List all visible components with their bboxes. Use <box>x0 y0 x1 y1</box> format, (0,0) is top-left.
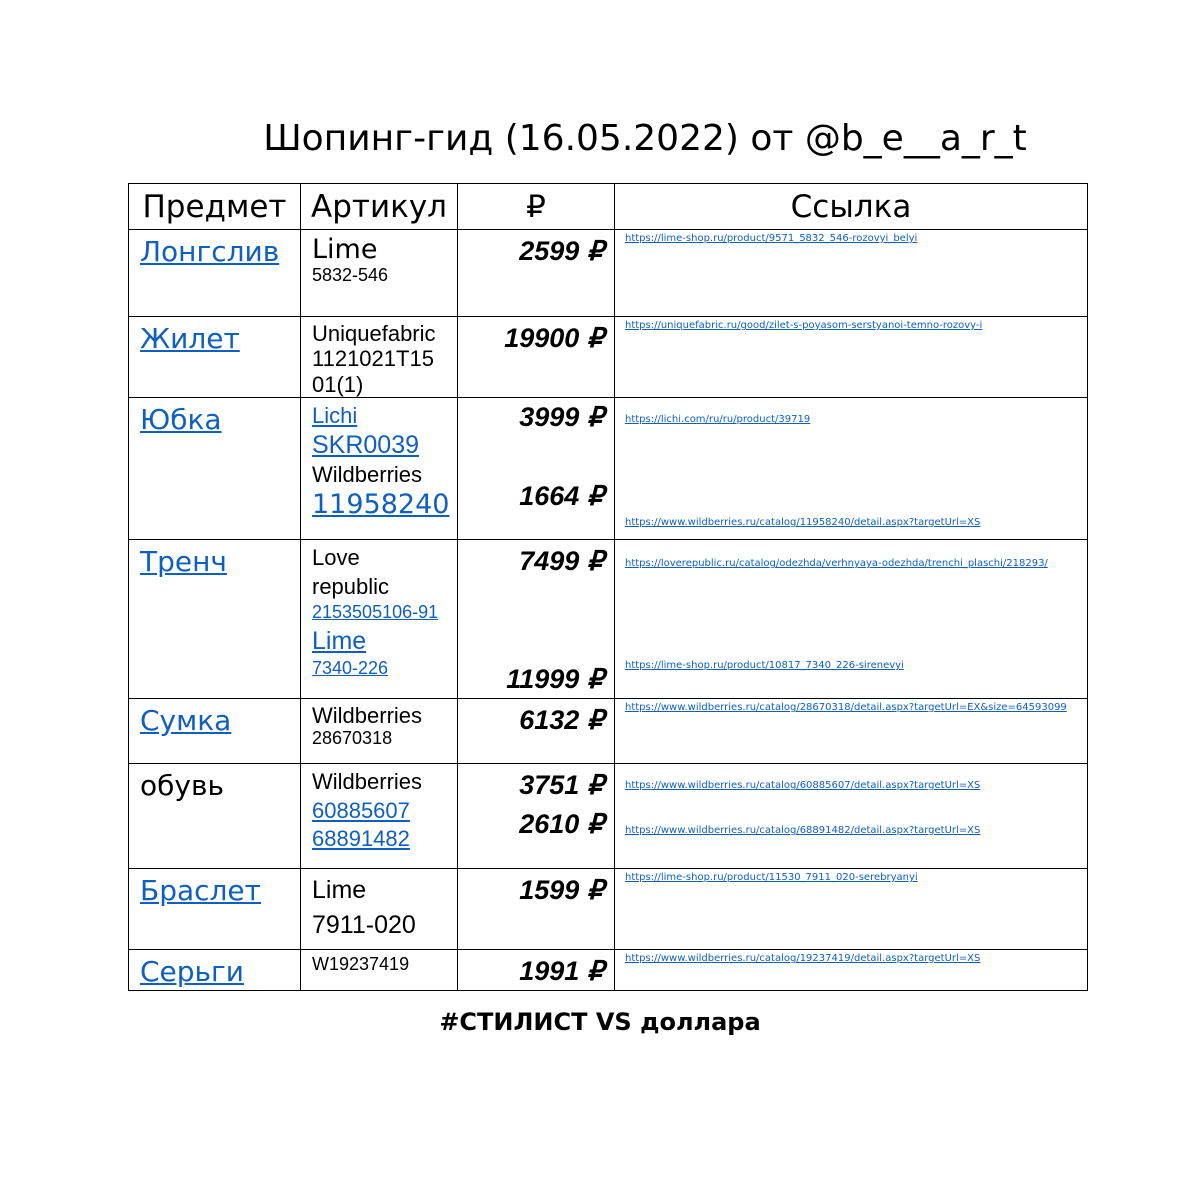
item-link-skirt[interactable]: Юбка <box>140 403 222 436</box>
url-link[interactable]: https://www.wildberries.ru/catalog/60885607/detail.aspx?targetUrl=XS <box>625 780 981 791</box>
table-row <box>129 699 1088 764</box>
url-link[interactable]: https://loverepublic.ru/catalog/odezhda/verhnyaya-odezhda/trenchi_plaschi/218293/ <box>625 558 1048 569</box>
price-value: 11999 ₽ <box>506 664 604 694</box>
sku-link[interactable]: 2153505106-91 <box>312 602 439 623</box>
table-row <box>129 230 1088 317</box>
url-link[interactable]: https://lime-shop.ru/product/9571_5832_546-rozovyi_belyi <box>625 233 918 244</box>
price-value: 1664 ₽ <box>519 481 604 511</box>
sku-text: 28670318 <box>312 728 393 749</box>
price-value: 1599 ₽ <box>519 875 604 905</box>
url-link[interactable]: https://lichi.com/ru/ru/product/39719 <box>625 414 811 425</box>
sku-text: Lime <box>312 234 378 265</box>
sku-link[interactable]: 11958240 <box>312 489 450 521</box>
sku-text: 1121021T15 <box>312 346 434 372</box>
price-value: 6132 ₽ <box>519 705 604 735</box>
sku-text: Lime <box>312 876 367 904</box>
sku-link[interactable]: Lichi <box>312 403 358 428</box>
sku-text: 5832-546 <box>312 265 389 286</box>
sku-text: Wildberries <box>312 769 423 794</box>
table-row <box>129 540 1088 699</box>
header-price: ₽ <box>458 184 615 230</box>
price-value: 7499 ₽ <box>519 546 604 576</box>
url-link[interactable]: https://uniquefabric.ru/good/zilet-s-poyasom-serstyanoi-temno-rozovy-i <box>625 320 983 331</box>
price-value: 3751 ₽ <box>519 770 604 800</box>
sku-text: Wildberries <box>312 703 423 728</box>
item-link-vest[interactable]: Жилет <box>140 322 240 355</box>
table-header-row <box>129 184 1088 230</box>
price-value: 3999 ₽ <box>519 402 604 432</box>
sku-text: Wildberries <box>312 461 423 487</box>
shopping-table <box>128 183 1088 991</box>
price-value: 19900 ₽ <box>504 323 604 353</box>
price-value: 2610 ₽ <box>519 809 604 839</box>
sku-text: 7911-020 <box>312 911 416 939</box>
header-link: Ссылка <box>615 184 1088 230</box>
sku-link[interactable]: 60885607 <box>312 797 410 823</box>
sku-text: 01(1) <box>312 371 364 397</box>
sku-text: Love <box>312 545 360 570</box>
url-link[interactable]: https://lime-shop.ru/product/10817_7340_226-sirenevyi <box>625 660 904 671</box>
item-label-shoes: обувь <box>140 769 224 802</box>
table-row <box>129 398 1088 540</box>
url-link[interactable]: https://www.wildberries.ru/catalog/28670318/detail.aspx?targetUrl=EX&size=64593099 <box>625 702 1067 713</box>
header-sku: Артикул <box>301 184 458 230</box>
item-link-bag[interactable]: Сумка <box>140 704 232 737</box>
header-item: Предмет <box>129 184 301 230</box>
url-link[interactable]: https://lime-shop.ru/product/11530_7911_020-serebryanyi <box>625 872 918 883</box>
sku-link[interactable]: SKR0039 <box>312 430 420 459</box>
sku-link[interactable]: 68891482 <box>312 826 410 852</box>
item-link-earrings[interactable]: Серьги <box>140 955 244 988</box>
sku-text: Uniquefabric <box>312 321 436 346</box>
url-link[interactable]: https://www.wildberries.ru/catalog/68891482/detail.aspx?targetUrl=XS <box>625 825 981 836</box>
url-link[interactable]: https://www.wildberries.ru/catalog/19237419/detail.aspx?targetUrl=XS <box>625 953 981 964</box>
table-row <box>129 869 1088 950</box>
item-link-trench[interactable]: Тренч <box>140 545 227 578</box>
table-row <box>129 317 1088 398</box>
sku-text: republic <box>312 573 390 599</box>
sku-text: W19237419 <box>312 954 410 974</box>
sku-link[interactable]: 7340-226 <box>312 658 389 679</box>
item-link-bracelet[interactable]: Браслет <box>140 874 261 907</box>
price-value: 1991 ₽ <box>519 956 604 986</box>
sku-link[interactable]: Lime <box>312 626 367 655</box>
page-title: Шопинг-гид (16.05.2022) от @b_e__a_r_t <box>263 118 1027 159</box>
url-link[interactable]: https://www.wildberries.ru/catalog/11958240/detail.aspx?targetUrl=XS <box>625 517 981 528</box>
footer-hashtag: #СТИЛИСТ VS доллара <box>439 1008 761 1036</box>
item-link-longsleeve[interactable]: Лонгслив <box>140 235 280 268</box>
price-value: 2599 ₽ <box>519 236 604 266</box>
table-row <box>129 950 1088 991</box>
table-row <box>129 764 1088 869</box>
